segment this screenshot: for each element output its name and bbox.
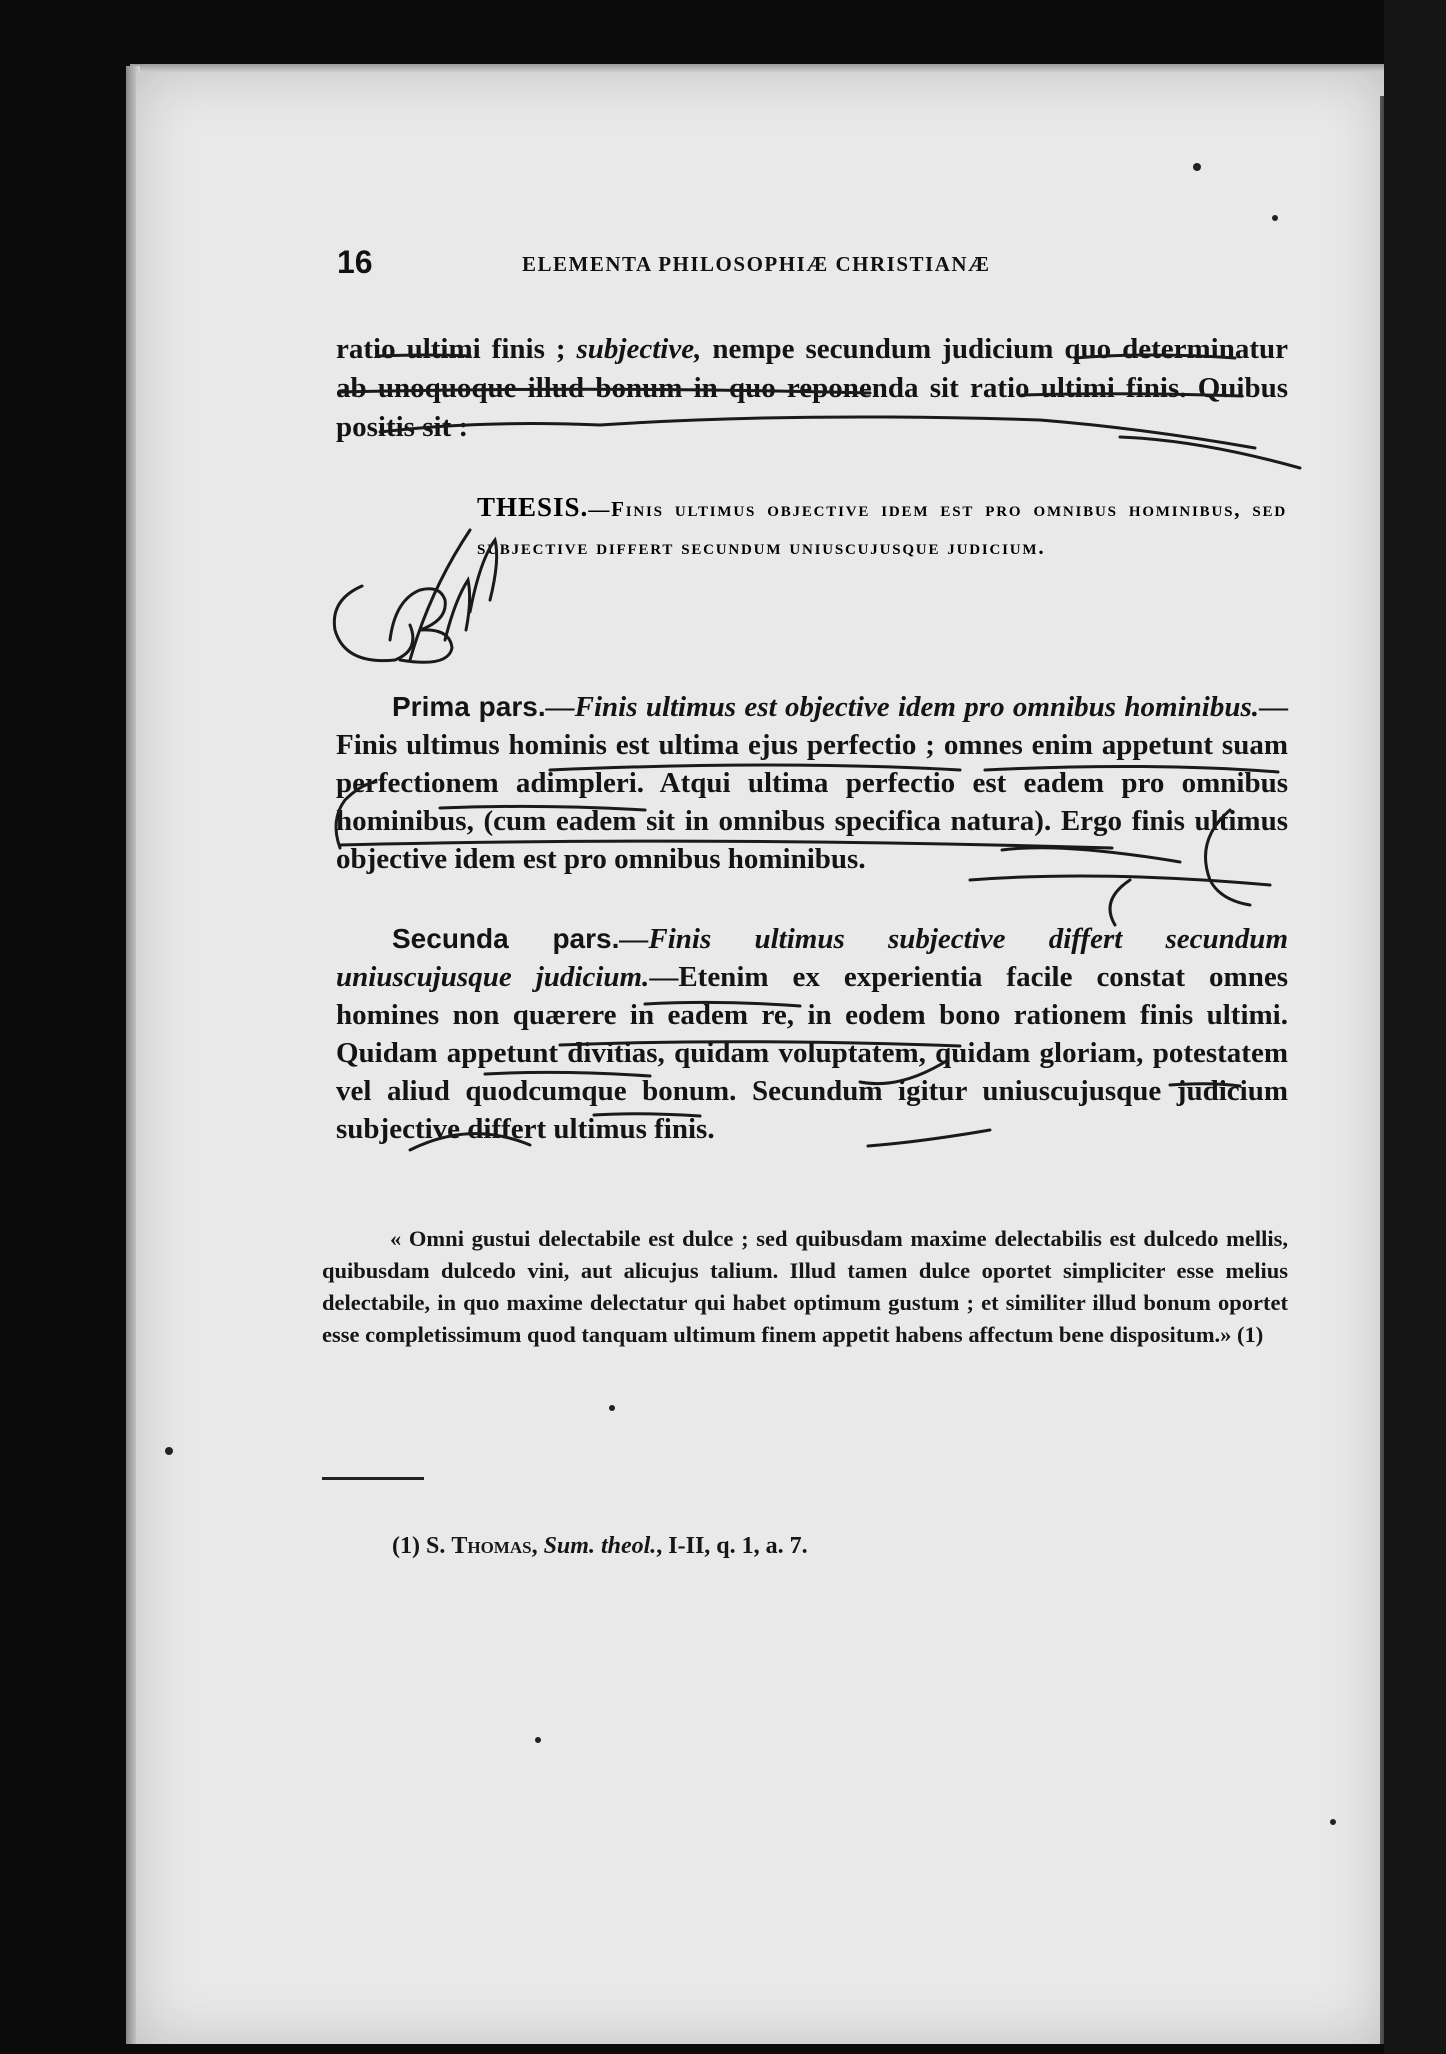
intro-text-c: nempe secundum judicium quo determinatur ab unoquoque illud bonum in quo reponenda sit ratio ultimi finis. Quibus positis sit : [336, 333, 1289, 443]
footnote-ref: , I-II, q. 1, a. 7. [656, 1533, 808, 1559]
thesis-label: THESIS. [477, 492, 589, 522]
prima-text: —Finis ultimus hominis est ultima ejus perfectio ; omnes enim appetunt suam perfectionem adimpleri. Atqui ultima perfectio est eadem pro omnibus hominibus, (cum eadem sit in omnibus specifica natura). Ergo finis ultimus objective idem est pro omnibus hominibus. [336, 691, 1288, 875]
secunda-text: —Etenim ex experientia facile constat omnes homines non quærere in eadem re, in eodem bono rationem finis ultimi. Quidam appetunt divitias, quidam voluptatem, quidam gloriam, potestatem vel aliud quodcumque bonum. Secundum igitur uniuscujusque judicium subjective differt ultimus finis. [336, 961, 1288, 1145]
thesis-block [477, 488, 1287, 566]
footnote-work: Sum. theol. [543, 1533, 657, 1559]
book-spine [1384, 0, 1446, 2054]
page-header [337, 244, 1287, 284]
footnote-author: Thomas [451, 1533, 532, 1559]
thomas-quotation: « Omni gustui delectabile est dulce ; sed quibusdam maxime delectabilis est dulcedo mellis, quibusdam dulcedo vini, aut alicujus talium. Illud tamen dulce oportet simpliciter esse melius delectabile, in quo maxime delectatur qui habet optimum gustum ; et similiter illud bonum oportet esse completissimum quod tanquam ultimum finem appetit habens affectum bene dispositum.» (1) [322, 1226, 1288, 1347]
intro-text-a: ratio ultimi finis ; [336, 333, 577, 365]
footnote [392, 1533, 808, 1560]
thesis-text: —Finis ultimus objective idem est pro omnibus hominibus, sed subjective differt secundum uniuscujusque judicium. [477, 497, 1287, 559]
secunda-italic: —Finis ultimus subjective differt secundum uniuscujusque judicium. [336, 923, 1288, 993]
prima-lead: Prima pars. [392, 691, 546, 722]
footnote-sep: , [531, 1533, 544, 1559]
secunda-lead: Secunda pars. [392, 923, 620, 954]
prima-pars-paragraph [336, 688, 1288, 878]
intro-paragraph [336, 330, 1288, 447]
running-title: ELEMENTA PHILOSOPHIÆ CHRISTIANÆ [522, 252, 991, 276]
footnote-marker: (1) S. [392, 1533, 452, 1559]
prima-italic: —Finis ultimus est objective idem pro omnibus hominibus. [545, 691, 1259, 723]
secunda-pars-paragraph [336, 920, 1288, 1148]
thesis-body [477, 488, 1287, 566]
page-number: 16 [337, 244, 373, 280]
footnote-rule [322, 1477, 424, 1480]
intro-italic: subjective, [576, 333, 702, 365]
